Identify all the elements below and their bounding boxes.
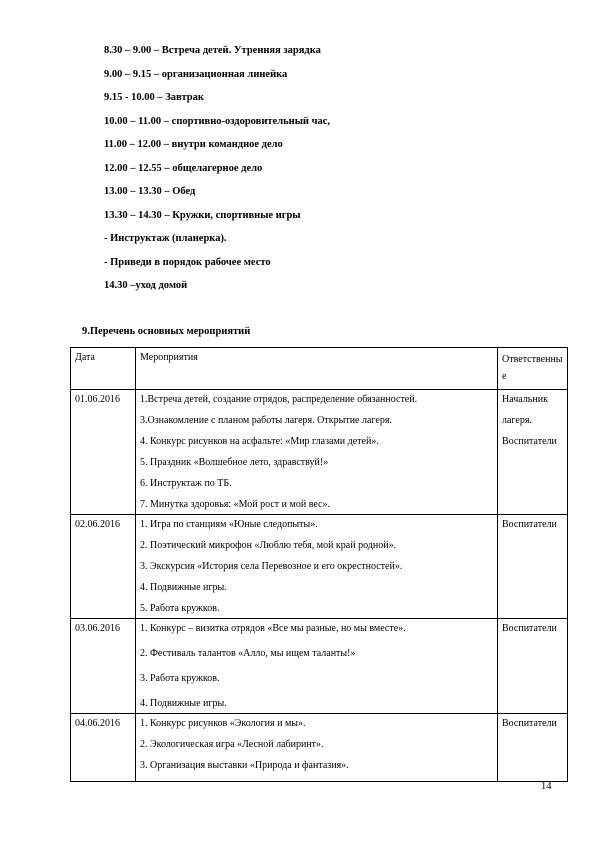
event-item: 4. Подвижные игры.	[140, 698, 227, 709]
schedule-line: 12.00 – 12.55 – общелагерное дело	[104, 162, 263, 174]
schedule-line: 11.00 – 12.00 – внутри командное дело	[104, 139, 283, 150]
row-events	[136, 619, 498, 714]
event-item: 4. Конкурс рисунков на асфальте: «Мир глазами детей».	[140, 436, 379, 447]
row-responsible	[498, 714, 568, 782]
event-item: 2. Фестиваль талантов «Алло, мы ищем таланты!»	[140, 648, 356, 659]
header-events: Мероприятия	[136, 348, 498, 390]
row-events	[136, 390, 498, 515]
header-date: Дата	[71, 348, 136, 390]
event-item: 3. Организация выставки «Природа и фантазия».	[140, 760, 349, 771]
responsible-line: Воспитатели	[502, 718, 557, 729]
event-item: 2. Поэтический микрофон «Люблю тебя, мой край родной».	[140, 540, 397, 551]
row-events	[136, 515, 498, 619]
schedule-line: 10.00 – 11.00 – спортивно-оздоровительный час,	[104, 115, 331, 127]
event-item: 1. Конкурс – визитка отрядов «Все мы разные, но мы вместе».	[140, 623, 406, 634]
row-date: 04.06.2016	[71, 714, 136, 782]
events-table	[70, 347, 568, 782]
event-item: 3. Работа кружков.	[140, 673, 220, 684]
schedule-line: - Приведи в порядок рабочее место	[104, 256, 271, 268]
event-item: 6. Инструктаж по ТБ.	[140, 478, 232, 489]
table-row	[71, 515, 568, 619]
responsible-line: Воспитатели	[502, 436, 557, 447]
event-item: 1. Конкурс рисунков «Экология и мы».	[140, 718, 306, 729]
schedule-line: - Инструктаж (планерка).	[104, 233, 227, 244]
event-item: 2. Экологическая игра «Лесной лабиринт».	[140, 739, 324, 750]
table-row	[71, 390, 568, 515]
schedule-line: 8.30 – 9.00 – Встреча детей. Утренняя зарядка	[104, 45, 321, 56]
table-header-row	[71, 348, 568, 390]
event-item: 7. Минутка здоровья: «Мой рост и мой вес».	[140, 499, 330, 510]
responsible-line: Воспитатели	[502, 519, 557, 530]
responsible-line: Начальник	[502, 394, 548, 405]
event-item: 4. Подвижные игры.	[140, 582, 227, 593]
event-item: 3. Экскурсия «История села Перевозное и его окрестностей».	[140, 561, 403, 572]
row-responsible	[498, 515, 568, 619]
table-row	[71, 714, 568, 782]
event-item: 1. Игра по станциям «Юные следопыты».	[140, 519, 318, 530]
schedule-line: 9.15 - 10.00 – Завтрак	[104, 92, 204, 103]
row-date: 03.06.2016	[71, 619, 136, 714]
responsible-line: Воспитатели	[502, 623, 557, 634]
schedule-line: 14.30 –уход домой	[104, 280, 188, 291]
row-responsible	[498, 619, 568, 714]
event-item: 5. Работа кружков.	[140, 603, 220, 614]
event-item: 5. Праздник «Волшебное лето, здравствуй!»	[140, 457, 329, 468]
schedule-line: 9.00 – 9.15 – организационная линейка	[104, 68, 288, 80]
row-responsible	[498, 390, 568, 515]
event-item: 3.Ознакомление с планом работы лагеря. Открытие лагеря.	[140, 415, 392, 426]
responsible-line: лагеря.	[502, 415, 532, 426]
row-events	[136, 714, 498, 782]
event-item: 1.Встреча детей, создание отрядов, распределение обязанностей.	[140, 394, 418, 405]
daily-schedule	[104, 45, 544, 304]
row-date: 01.06.2016	[71, 390, 136, 515]
row-date: 02.06.2016	[71, 515, 136, 619]
schedule-line: 13.30 – 14.30 – Кружки, спортивные игры	[104, 209, 301, 221]
schedule-line: 13.00 – 13.30 – Обед	[104, 186, 196, 197]
page-number: 14	[541, 781, 552, 792]
section-title: 9.Перечень основных мероприятий	[82, 326, 251, 337]
table-row	[71, 619, 568, 714]
header-responsible: Ответственные	[498, 348, 568, 390]
